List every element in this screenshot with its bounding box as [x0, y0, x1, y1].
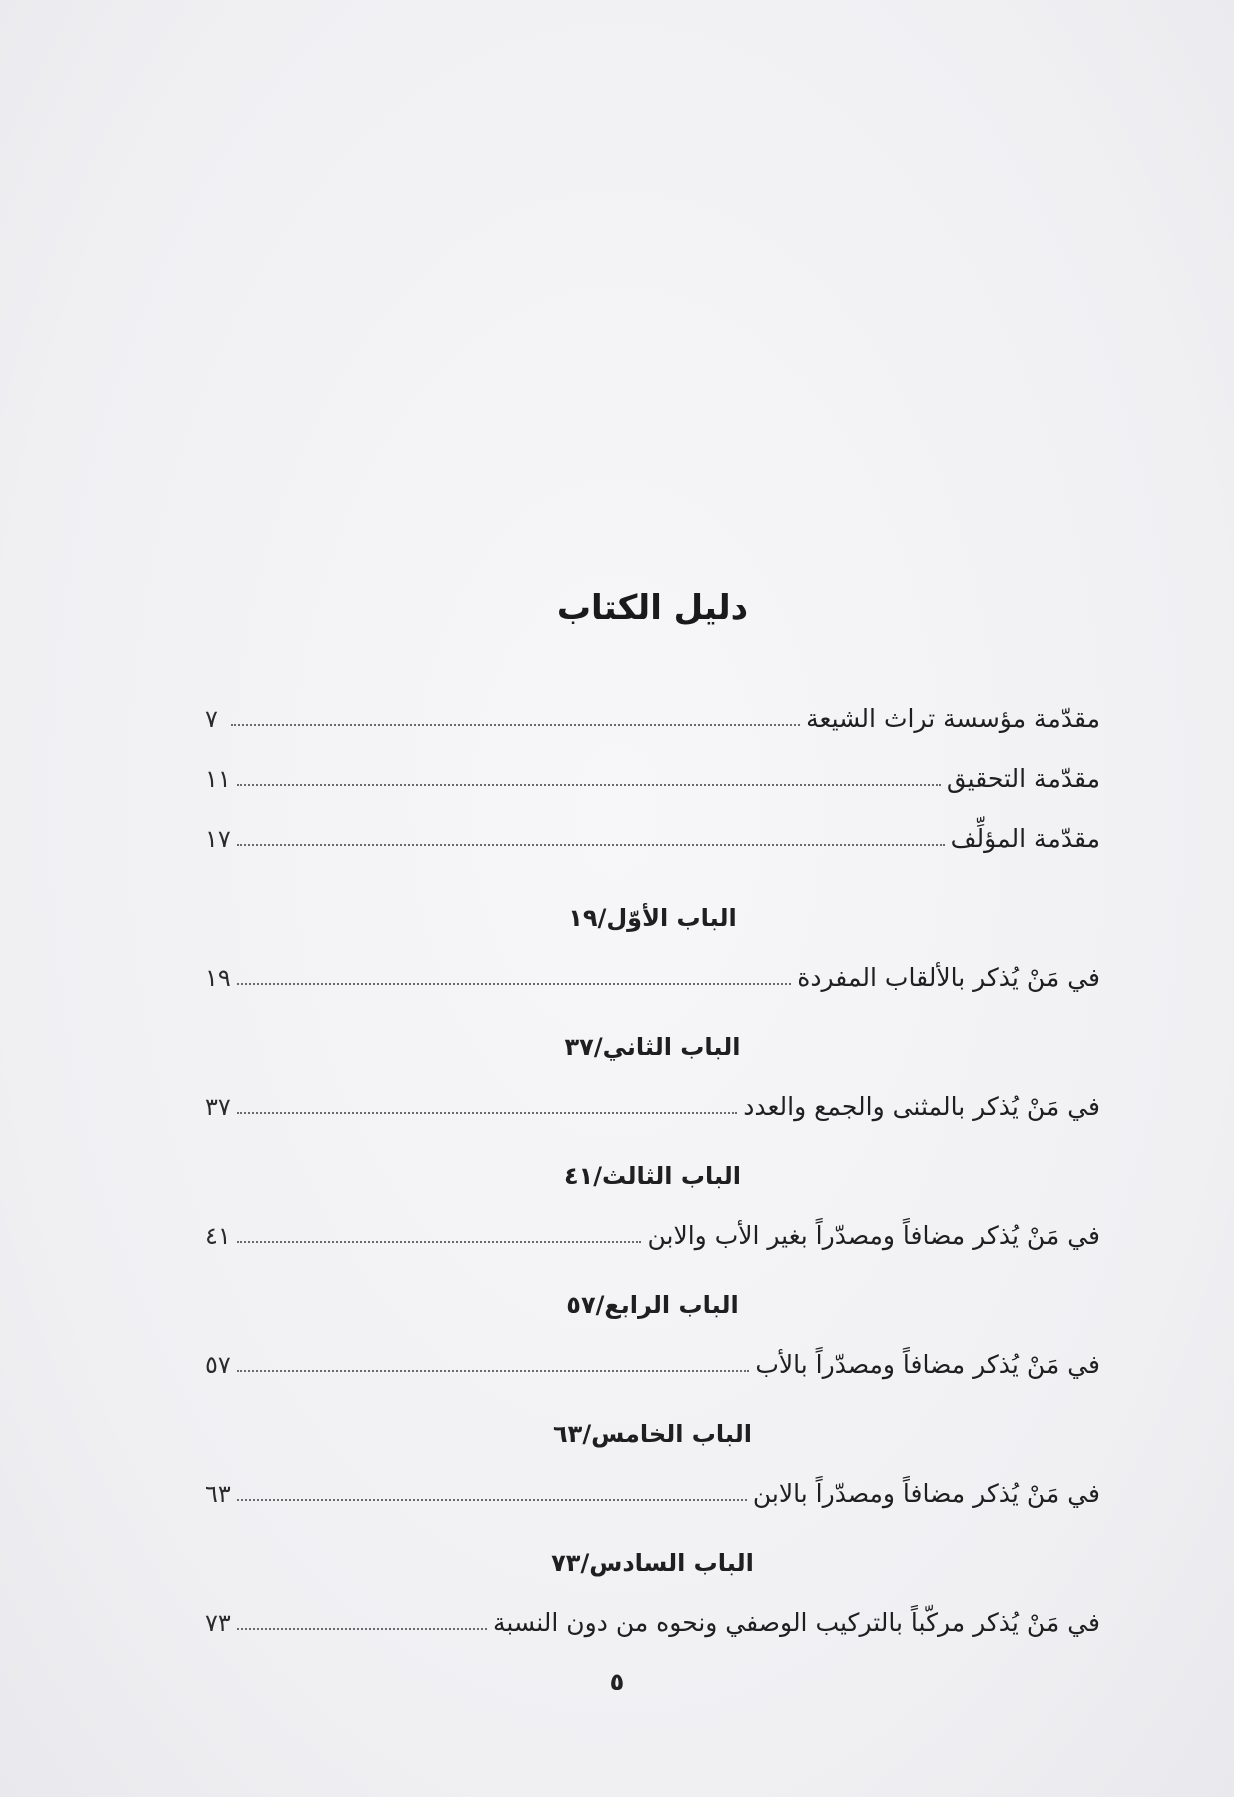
toc-entry-label: مقدّمة التحقيق [946, 764, 1100, 793]
toc-page-number: ١٧ [205, 825, 231, 853]
toc-page-number: ١٩ [205, 964, 231, 992]
toc-entry-editor-intro[interactable] [205, 753, 1100, 793]
dot-leader [237, 1498, 747, 1501]
toc-entry-label: في مَنْ يُذكر مضافاً ومصدّراً بالابن [752, 1479, 1100, 1508]
toc-entry-publisher-intro[interactable] [205, 693, 1100, 733]
chapter-heading-4: الباب الرابع/٥٧ [566, 1291, 739, 1319]
toc-page-number: ١١ [205, 765, 231, 793]
toc-entry-label: في مَنْ يُذكر مضافاً ومصدّراً بغير الأب والابن [647, 1221, 1100, 1250]
dot-leader [237, 843, 945, 846]
dot-leader [237, 1240, 642, 1243]
chapter-heading-5: الباب الخامس/٦٣ [553, 1420, 752, 1448]
toc-entry-author-intro[interactable] [205, 813, 1100, 853]
dot-leader [237, 1369, 750, 1372]
toc-page-number: ٣٧ [205, 1093, 231, 1121]
dot-leader [237, 982, 792, 985]
toc-page-number: ٦٣ [205, 1480, 231, 1508]
chapter-heading-1: الباب الأوّل/١٩ [568, 904, 737, 932]
toc-page-number: ٧ [205, 705, 218, 733]
toc-entry-label: في مَنْ يُذكر مضافاً ومصدّراً بالأب [755, 1350, 1100, 1379]
toc-page-number: ٤١ [205, 1222, 231, 1250]
toc-entry-chapter-1[interactable] [205, 952, 1100, 992]
dot-leader [237, 783, 941, 786]
page-number: ٥ [609, 1668, 625, 1696]
chapter-heading-3: الباب الثالث/٤١ [563, 1162, 742, 1190]
toc-entry-label: مقدّمة المؤلِّف [950, 824, 1100, 853]
dot-leader [237, 1111, 737, 1114]
toc-title: دليل الكتاب [556, 588, 749, 628]
chapter-heading-6: الباب السادس/٧٣ [551, 1549, 754, 1577]
chapter-heading-2: الباب الثاني/٣٧ [564, 1033, 741, 1061]
toc-entry-label: في مَنْ يُذكر بالمثنى والجمع والعدد [743, 1092, 1100, 1121]
toc-entry-chapter-6[interactable] [205, 1597, 1100, 1637]
toc-entry-chapter-2[interactable] [205, 1081, 1100, 1121]
toc-entry-chapter-5[interactable] [205, 1468, 1100, 1508]
dot-leader [231, 723, 800, 726]
toc-entry-chapter-3[interactable] [205, 1210, 1100, 1250]
toc-page-number: ٧٣ [205, 1609, 231, 1637]
toc-entry-label: مقدّمة مؤسسة تراث الشيعة [806, 704, 1100, 733]
toc-page-number: ٥٧ [205, 1351, 231, 1379]
toc-entry-label: في مَنْ يُذكر بالألقاب المفردة [797, 963, 1100, 992]
toc-entry-label: في مَنْ يُذكر مركّباً بالتركيب الوصفي ونحوه من دون النسبة [493, 1608, 1100, 1637]
dot-leader [237, 1627, 487, 1630]
toc-entry-chapter-4[interactable] [205, 1339, 1100, 1379]
